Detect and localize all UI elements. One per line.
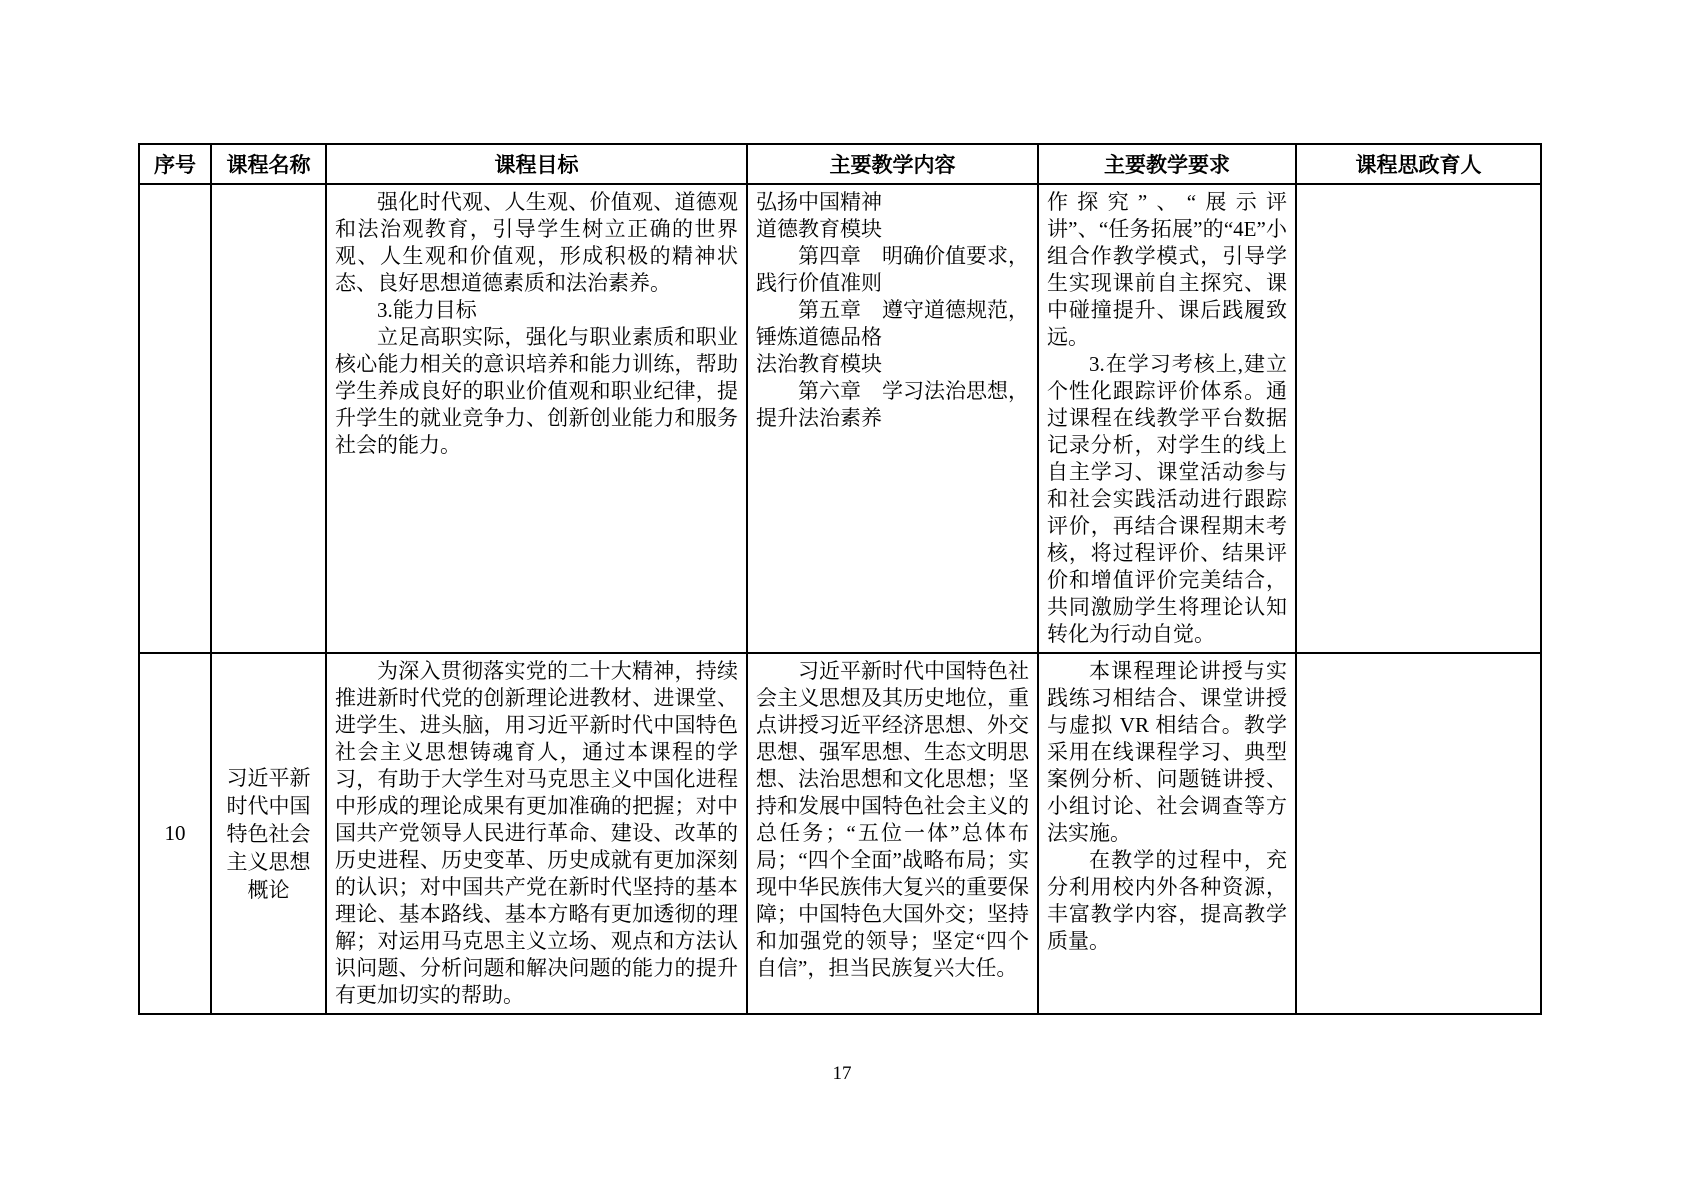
table-row-course-10 xyxy=(139,653,1541,1014)
cell-course-name xyxy=(211,184,326,653)
cell-ideology xyxy=(1296,184,1541,653)
cell-course-name: 习近平新时代中国特色社会主义思想概论 xyxy=(211,653,326,1014)
content-line: 第六章 学习法治思想，提升法治素养 xyxy=(756,379,1029,430)
cell-seq: 10 xyxy=(139,653,211,1014)
cell-objectives xyxy=(326,184,747,653)
cell-teaching-requirements xyxy=(1038,184,1296,653)
page-number: 17 xyxy=(832,1063,852,1084)
col-header-teaching-content: 主要教学内容 xyxy=(747,144,1038,184)
table-header-row xyxy=(139,144,1541,184)
content-line: 第五章 遵守道德规范，锤炼道德品格 xyxy=(756,298,1029,349)
requirements-paragraph: 3.在学习考核上,建立个性化跟踪评价体系。通过课程在线教学平台数据记录分析，对学生的线上自主学习、课堂活动参与和社会实践活动进行跟踪评价，再结合课程期末考核，将过程评价、结果评价和增值评价完美结合，共同激励学生将理论认知转化为行动自觉。 xyxy=(1047,352,1287,646)
cell-teaching-requirements xyxy=(1038,653,1296,1014)
content-line: 第四章 明确价值要求，践行价值准则 xyxy=(756,244,1029,295)
content-paragraph: 习近平新时代中国特色社会主义思想及其历史地位，重点讲授习近平经济思想、外交思想、强军思想、生态文明思想、法治思想和文化思想；坚持和发展中国特色社会主义的总任务；“五位一体”总体布局；“四个全面”战略布局；实现中华民族伟大复兴的重要保障；中国特色大国外交；坚持和加强党的领导；坚定“四个自信”，担当民族复兴大任。 xyxy=(756,659,1029,980)
cell-teaching-content xyxy=(747,653,1038,1014)
col-header-teaching-requirements: 主要教学要求 xyxy=(1038,144,1296,184)
col-header-course-name: 课程名称 xyxy=(211,144,326,184)
cell-objectives xyxy=(326,653,747,1014)
cell-seq xyxy=(139,184,211,653)
cell-teaching-content xyxy=(747,184,1038,653)
col-header-ideology: 课程思政育人 xyxy=(1296,144,1541,184)
course-table xyxy=(138,143,1542,1015)
col-header-objectives: 课程目标 xyxy=(326,144,747,184)
content-line: 弘扬中国精神 xyxy=(756,190,882,214)
objectives-paragraph: 强化时代观、人生观、价值观、道德观和法治观教育，引导学生树立正确的世界观、人生观和价值观，形成积极的精神状态、良好思想道德素质和法治素养。 xyxy=(335,190,738,295)
requirements-paragraph: 本课程理论讲授与实践练习相结合、课堂讲授与虚拟 VR 相结合。教学采用在线课程学习、典型案例分析、问题链讲授、小组讨论、社会调查等方法实施。 xyxy=(1047,659,1287,845)
objectives-paragraph: 3.能力目标 xyxy=(377,298,477,322)
requirements-paragraph: 在教学的过程中，充分利用校内外各种资源，丰富教学内容，提高教学质量。 xyxy=(1047,848,1287,953)
objectives-paragraph: 立足高职实际，强化与职业素质和职业核心能力相关的意识培养和能力训练，帮助学生养成良好的职业价值观和职业纪律，提升学生的就业竞争力、创新创业能力和服务社会的能力。 xyxy=(335,325,738,457)
cell-ideology xyxy=(1296,653,1541,1014)
content-line: 法治教育模块 xyxy=(756,352,882,376)
requirements-paragraph: 作探究”、“展示评讲”、“任务拓展”的“4E”小组合作教学模式，引导学生实现课前自主探究、课中碰撞提升、课后践履致远。 xyxy=(1047,190,1287,349)
col-header-seq: 序号 xyxy=(139,144,211,184)
table-row-continuation xyxy=(139,184,1541,653)
content-line: 道德教育模块 xyxy=(756,217,882,241)
objectives-paragraph: 为深入贯彻落实党的二十大精神，持续推进新时代党的创新理论进教材、进课堂、进学生、进头脑，用习近平新时代中国特色社会主义思想铸魂育人，通过本课程的学习，有助于大学生对马克思主义中国化进程中形成的理论成果有更加准确的把握；对中国共产党领导人民进行革命、建设、改革的历史进程、历史变革、历史成就有更加深刻的认识；对中国共产党在新时代坚持的基本理论、基本路线、基本方略有更加透彻的理解；对运用马克思主义立场、观点和方法认识问题、分析问题和解决问题的能力的提升有更加切实的帮助。 xyxy=(335,659,738,1007)
